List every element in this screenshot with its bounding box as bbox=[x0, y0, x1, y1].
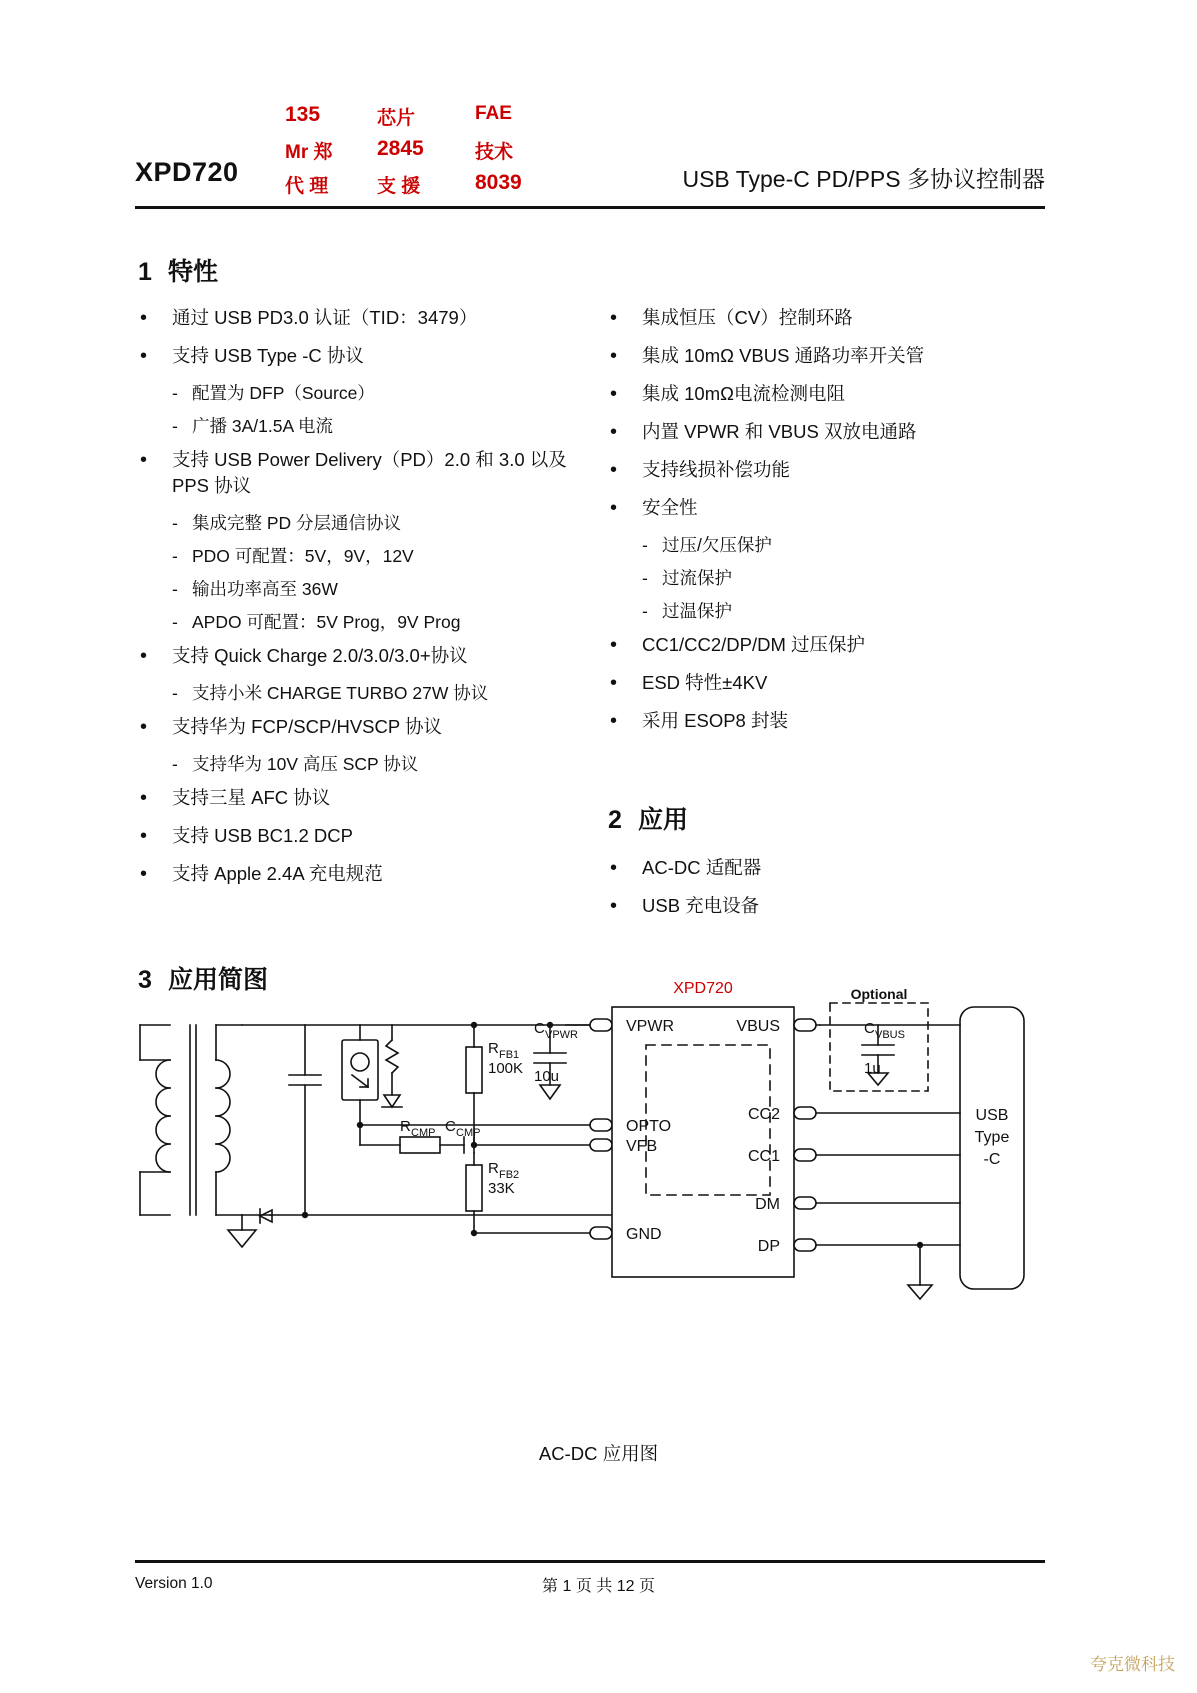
feature-subitem bbox=[140, 752, 570, 777]
feature-subitem bbox=[610, 566, 1030, 591]
pin-opto: OPTO bbox=[626, 1118, 672, 1135]
bullet-icon: • bbox=[140, 645, 148, 667]
subitem-text: 支持华为 10V 高压 SCP 协议 bbox=[192, 754, 419, 774]
label-cvpwr-name: C bbox=[534, 1020, 545, 1037]
subitem-text: 输出功率高至 36W bbox=[192, 579, 338, 599]
subitem-text: 过温保护 bbox=[662, 601, 732, 621]
dash-icon: - bbox=[172, 416, 178, 436]
section-title: 应用简图 bbox=[168, 966, 269, 994]
bullet-icon: • bbox=[140, 787, 148, 809]
bullet-text: 支持 USB BC1.2 DCP bbox=[172, 825, 353, 846]
feature-bullet bbox=[610, 343, 1030, 369]
feature-bullet bbox=[610, 381, 1030, 407]
stamp-r1c1: 135 bbox=[285, 103, 321, 126]
feature-bullet bbox=[610, 632, 1030, 658]
usb-connector-line2: Type bbox=[974, 1129, 1010, 1146]
bullet-text: 支持 Apple 2.4A 充电规范 bbox=[172, 863, 383, 884]
part-number: XPD720 bbox=[135, 157, 239, 187]
bullet-text: 集成 10mΩ电流检测电阻 bbox=[642, 383, 845, 404]
bullet-text: 内置 VPWR 和 VBUS 双放电通路 bbox=[642, 421, 917, 442]
feature-subitem bbox=[140, 414, 570, 439]
bullet-text: 支持 USB Power Delivery（PD）2.0 和 3.0 以及 PPS 协议 bbox=[172, 449, 567, 496]
feature-bullet bbox=[140, 343, 570, 369]
dash-icon: - bbox=[172, 546, 178, 566]
bullet-icon: • bbox=[140, 863, 148, 885]
footer-divider bbox=[135, 1560, 1045, 1563]
features-list-right bbox=[610, 305, 1030, 746]
feature-subitem bbox=[140, 610, 570, 635]
features-list-left bbox=[140, 305, 570, 899]
label-optional: Optional bbox=[850, 986, 908, 1002]
label-cvpwr-val: 10u bbox=[534, 1068, 560, 1085]
bullet-icon: • bbox=[610, 857, 618, 879]
pin-dp: DP bbox=[757, 1238, 780, 1255]
bullet-icon: • bbox=[140, 307, 148, 329]
bullet-text: 支持 Quick Charge 2.0/3.0/3.0+协议 bbox=[172, 645, 468, 666]
section-title: 应用 bbox=[638, 806, 689, 834]
pin-cc2: CC2 bbox=[747, 1106, 780, 1123]
pin-vpwr: VPWR bbox=[626, 1018, 674, 1035]
bullet-text: CC1/CC2/DP/DM 过压保护 bbox=[642, 634, 866, 655]
label-ccmp-name: C bbox=[445, 1118, 456, 1135]
bullet-icon: • bbox=[610, 497, 618, 519]
document-title: USB Type-C PD/PPS 多协议控制器 bbox=[682, 166, 1045, 192]
schematic-caption: AC-DC 应用图 bbox=[538, 1443, 659, 1464]
section-heading-app-diagram bbox=[138, 960, 268, 996]
feature-bullet bbox=[610, 495, 1030, 521]
label-rfb1-sub: FB1 bbox=[499, 1049, 520, 1061]
section-number: 1 bbox=[138, 258, 152, 286]
stamp-r2c3: 技术 bbox=[475, 142, 514, 163]
feature-subitem bbox=[140, 577, 570, 602]
label-ccmp-sub: CMP bbox=[456, 1127, 481, 1139]
bullet-icon: • bbox=[610, 459, 618, 481]
feature-bullet bbox=[140, 305, 570, 331]
bullet-icon: • bbox=[140, 825, 148, 847]
subitem-text: APDO 可配置：5V Prog，9V Prog bbox=[192, 612, 461, 632]
feature-subitem bbox=[610, 533, 1030, 558]
bullet-icon: • bbox=[140, 716, 148, 738]
pin-cc1: CC1 bbox=[747, 1148, 780, 1165]
feature-bullet bbox=[610, 670, 1030, 696]
label-cvbus-name: C bbox=[864, 1020, 875, 1037]
bullet-text: AC-DC 适配器 bbox=[642, 857, 762, 878]
feature-bullet bbox=[610, 305, 1030, 331]
stamp-r1c3: FAE bbox=[475, 103, 512, 124]
feature-bullet bbox=[610, 855, 1010, 881]
bullet-text: 支持华为 FCP/SCP/HVSCP 协议 bbox=[172, 716, 443, 737]
applications-list bbox=[610, 855, 1010, 931]
feature-bullet bbox=[610, 419, 1030, 445]
label-rfb1-name: R bbox=[488, 1040, 499, 1057]
dash-icon: - bbox=[172, 383, 178, 403]
stamp-r3c1: 代 理 bbox=[285, 176, 329, 197]
feature-subitem bbox=[140, 381, 570, 406]
bullet-text: USB 充电设备 bbox=[642, 895, 760, 916]
subitem-text: 过压/欠压保护 bbox=[662, 535, 772, 555]
label-rcmp-sub: CMP bbox=[411, 1127, 436, 1139]
feature-subitem bbox=[140, 511, 570, 536]
bullet-icon: • bbox=[610, 634, 618, 656]
bullet-text: 支持三星 AFC 协议 bbox=[172, 787, 331, 808]
bullet-icon: • bbox=[610, 672, 618, 694]
section-number: 2 bbox=[608, 806, 622, 834]
label-rcmp-name: R bbox=[400, 1118, 411, 1135]
feature-bullet bbox=[610, 893, 1010, 919]
pin-vfb: VFB bbox=[626, 1138, 658, 1155]
usb-connector-line1: USB bbox=[975, 1107, 1009, 1124]
label-rfb1-val: 100K bbox=[488, 1060, 524, 1077]
subitem-text: PDO 可配置：5V，9V，12V bbox=[192, 546, 414, 566]
stamp-r3c2: 支 援 bbox=[377, 176, 421, 197]
pin-vbus: VBUS bbox=[736, 1018, 780, 1035]
bullet-text: 支持线损补偿功能 bbox=[642, 459, 791, 480]
feature-subitem bbox=[140, 681, 570, 706]
subitem-text: 广播 3A/1.5A 电流 bbox=[192, 416, 334, 436]
label-cvbus-sub: VBUS bbox=[875, 1029, 905, 1041]
bullet-icon: • bbox=[610, 307, 618, 329]
bullet-text: ESD 特性±4KV bbox=[642, 672, 768, 693]
label-rfb2-sub: FB2 bbox=[499, 1169, 520, 1181]
feature-bullet bbox=[610, 457, 1030, 483]
dash-icon: - bbox=[642, 601, 648, 621]
label-cvpwr-sub: VPWR bbox=[545, 1029, 578, 1041]
feature-bullet bbox=[140, 447, 570, 499]
footer-version: Version 1.0 bbox=[135, 1575, 213, 1592]
bullet-icon: • bbox=[610, 383, 618, 405]
label-rfb2-val: 33K bbox=[488, 1180, 515, 1197]
dash-icon: - bbox=[172, 612, 178, 632]
dash-icon: - bbox=[642, 535, 648, 555]
feature-subitem bbox=[140, 544, 570, 569]
usb-connector-line3: -C bbox=[983, 1151, 1001, 1168]
subitem-text: 支持小米 CHARGE TURBO 27W 协议 bbox=[192, 683, 489, 703]
bullet-text: 集成恒压（CV）控制环路 bbox=[642, 307, 853, 328]
bullet-icon: • bbox=[140, 345, 148, 367]
section-number: 3 bbox=[138, 966, 152, 994]
dash-icon: - bbox=[642, 568, 648, 588]
bullet-text: 通过 USB PD3.0 认证（TID：3479） bbox=[172, 307, 478, 328]
bullet-icon: • bbox=[610, 421, 618, 443]
bullet-icon: • bbox=[140, 449, 148, 471]
bullet-icon: • bbox=[610, 895, 618, 917]
feature-bullet bbox=[140, 861, 570, 887]
stamp-r2c2: 2845 bbox=[377, 137, 424, 160]
header-divider bbox=[135, 206, 1045, 209]
feature-bullet bbox=[140, 785, 570, 811]
feature-bullet bbox=[140, 643, 570, 669]
watermark: 夸克微科技 bbox=[1090, 1655, 1175, 1674]
bullet-text: 采用 ESOP8 封装 bbox=[642, 710, 788, 731]
bullet-text: 安全性 bbox=[642, 497, 698, 518]
section-heading-features bbox=[138, 252, 218, 288]
bullet-icon: • bbox=[610, 710, 618, 732]
stamp-r1c2: 芯片 bbox=[377, 108, 416, 129]
feature-subitem bbox=[610, 599, 1030, 624]
stamp-r2c1: Mr 郑 bbox=[285, 142, 333, 163]
subitem-text: 集成完整 PD 分层通信协议 bbox=[192, 513, 402, 533]
dash-icon: - bbox=[172, 683, 178, 703]
document-header bbox=[135, 95, 1045, 210]
feature-bullet bbox=[140, 823, 570, 849]
dash-icon: - bbox=[172, 754, 178, 774]
subitem-text: 配置为 DFP（Source） bbox=[192, 383, 375, 403]
bullet-text: 集成 10mΩ VBUS 通路功率开关管 bbox=[642, 345, 925, 366]
stamp-r3c3: 8039 bbox=[475, 171, 522, 194]
bullet-text: 支持 USB Type -C 协议 bbox=[172, 345, 364, 366]
bullet-icon: • bbox=[610, 345, 618, 367]
footer-page-number: 第 1 页 共 12 页 bbox=[542, 1578, 655, 1595]
section-heading-applications bbox=[608, 800, 688, 836]
feature-bullet bbox=[140, 714, 570, 740]
pin-gnd: GND bbox=[626, 1226, 662, 1243]
label-cvbus-val: 1u bbox=[864, 1060, 881, 1077]
subitem-text: 过流保护 bbox=[662, 568, 732, 588]
dash-icon: - bbox=[172, 579, 178, 599]
feature-bullet bbox=[610, 708, 1030, 734]
pin-dm: DM bbox=[755, 1196, 780, 1213]
section-title: 特性 bbox=[168, 258, 219, 286]
chip-label: XPD720 bbox=[673, 980, 733, 997]
agent-stamp bbox=[285, 95, 545, 195]
label-rfb2-name: R bbox=[488, 1160, 499, 1177]
dash-icon: - bbox=[172, 513, 178, 533]
